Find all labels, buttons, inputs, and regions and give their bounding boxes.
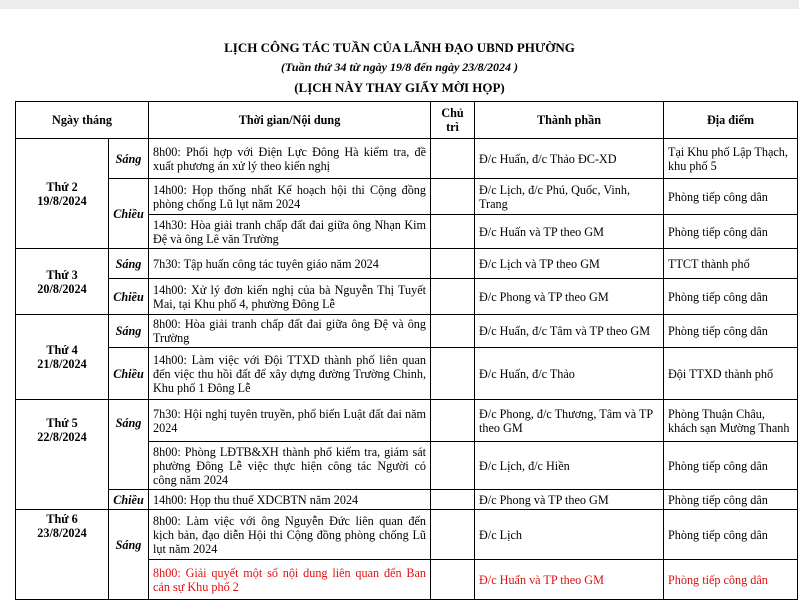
entry-content: 14h00: Xử lý đơn kiến nghị của bà Nguyễn Thị Tuyết Mai, tại Khu phố 4, phường Đông Lễ xyxy=(149,279,431,315)
entry-location: Phòng tiếp công dân xyxy=(664,215,798,249)
entry-content: 8h00: Phối hợp với Điện Lực Đông Hà kiểm tra, đề xuất phương án xử lý theo kiến nghị xyxy=(149,139,431,179)
entry-chair xyxy=(431,560,475,600)
table-row xyxy=(16,510,798,560)
day-date: 22/8/2024 xyxy=(37,430,87,444)
entry-location: Tại Khu phố Lập Thạch, khu phố 5 xyxy=(664,139,798,179)
session-label: Chiều xyxy=(109,490,149,510)
session-label: Sáng xyxy=(109,249,149,279)
session-label-text: Sáng xyxy=(115,416,142,430)
entry-members: Đ/c Huấn và TP theo GM xyxy=(475,215,664,249)
day-date: 20/8/2024 xyxy=(37,281,87,296)
entry-content: 14h00: Làm việc với Đội TTXD thành phố liên quan đến việc thu hồi đất để xây dựng đường Trường Chinh, Khu phố 1 Đông Lễ xyxy=(149,348,431,400)
entry-members: Đ/c Phong và TP theo GM xyxy=(475,490,664,510)
session-label: Chiều xyxy=(109,279,149,315)
table-row xyxy=(16,400,798,442)
entry-chair xyxy=(431,279,475,315)
table-row xyxy=(16,249,798,279)
entry-content: 7h30: Hội nghị tuyên truyền, phổ biến Luật đất đai năm 2024 xyxy=(149,400,431,442)
header-location: Địa điểm xyxy=(664,102,798,139)
entry-members: Đ/c Lịch xyxy=(475,510,664,560)
entry-members: Đ/c Huấn, đ/c Tâm và TP theo GM xyxy=(475,315,664,348)
entry-chair xyxy=(431,348,475,400)
entry-location-highlight: Phòng tiếp công dân xyxy=(664,560,798,600)
day-name: Thứ 5 xyxy=(46,416,78,430)
entry-members: Đ/c Lịch, đ/c Phú, Quốc, Vinh, Trang xyxy=(475,179,664,215)
top-toolbar-strip xyxy=(0,0,799,9)
entry-content: 8h00: Phòng LĐTB&XH thành phố kiểm tra, giám sát phường Đông Lễ việc thực hiện công tác Người có công năm 2024 xyxy=(149,442,431,490)
session-label xyxy=(109,510,149,600)
table-row xyxy=(16,139,798,179)
day-name: Thứ 4 xyxy=(46,343,78,357)
day-name: Thứ 6 xyxy=(46,512,78,526)
entry-location: Phòng Thuận Châu, khách sạn Mường Thanh xyxy=(664,400,798,442)
document-subtitle: (Tuần thứ 34 từ ngày 19/8 đến ngày 23/8/2024 ) xyxy=(281,60,518,74)
entry-chair xyxy=(431,510,475,560)
entry-members: Đ/c Huấn, đ/c Thảo ĐC-XD xyxy=(475,139,664,179)
day-date: 19/8/2024 xyxy=(37,193,87,208)
entry-location: TTCT thành phố xyxy=(664,249,798,279)
entry-chair xyxy=(431,315,475,348)
table-row xyxy=(16,490,798,510)
table-row xyxy=(16,348,798,400)
entry-members: Đ/c Huấn, đ/c Thảo xyxy=(475,348,664,400)
day-cell xyxy=(16,249,109,315)
table-row xyxy=(16,315,798,348)
entry-chair xyxy=(431,215,475,249)
entry-chair xyxy=(431,400,475,442)
entry-location: Đội TTXD thành phố xyxy=(664,348,798,400)
day-cell xyxy=(16,510,109,600)
entry-members: Đ/c Phong, đ/c Thương, Tâm và TP theo GM xyxy=(475,400,664,442)
document-title: LỊCH CÔNG TÁC TUẦN CỦA LÃNH ĐẠO UBND PHƯỜNG xyxy=(224,40,575,55)
session-label: Sáng xyxy=(109,139,149,179)
entry-content: 14h30: Hòa giải tranh chấp đất đai giữa ông Nhạn Kim Đệ và ông Lê văn Trường xyxy=(149,215,431,249)
header-members: Thành phần xyxy=(475,102,664,139)
entry-content: 7h30: Tập huấn công tác tuyên giáo năm 2024 xyxy=(149,249,431,279)
entry-content: 8h00: Làm việc với ông Nguyễn Đức liên quan đến kịch bản, đạo diễn Hội thi Cộng đồng phòng chống Lũ lụt năm 2024 xyxy=(149,510,431,560)
entry-content: 14h00: Họp thống nhất Kế hoạch hội thi Cộng đồng phòng chống Lũ lụt năm 2024 xyxy=(149,179,431,215)
entry-location: Phòng tiếp công dân xyxy=(664,442,798,490)
session-label: Chiều xyxy=(109,348,149,400)
header-content: Thời gian/Nội dung xyxy=(149,102,431,139)
entry-content: 14h00: Họp thu thuế XDCBTN năm 2024 xyxy=(149,490,431,510)
schedule-table xyxy=(15,101,798,600)
entry-location: Phòng tiếp công dân xyxy=(664,179,798,215)
entry-location: Phòng tiếp công dân xyxy=(664,490,798,510)
entry-members: Đ/c Lịch và TP theo GM xyxy=(475,249,664,279)
entry-chair xyxy=(431,249,475,279)
day-cell xyxy=(16,315,109,400)
entry-content: 8h00: Hòa giải tranh chấp đất đai giữa ông Đệ và ông Trường xyxy=(149,315,431,348)
table-header-row xyxy=(16,102,798,139)
header-chair: Chủ trì xyxy=(431,102,475,139)
entry-members: Đ/c Lịch, đ/c Hiền xyxy=(475,442,664,490)
day-cell xyxy=(16,139,109,249)
day-name: Thứ 3 xyxy=(46,267,78,282)
entry-location: Phòng tiếp công dân xyxy=(664,315,798,348)
table-row xyxy=(16,179,798,215)
session-label: Sáng xyxy=(109,315,149,348)
session-label: Chiều xyxy=(109,179,149,249)
entry-chair xyxy=(431,139,475,179)
table-row xyxy=(16,279,798,315)
header-date: Ngày tháng xyxy=(16,102,149,139)
entry-chair xyxy=(431,179,475,215)
entry-location: Phòng tiếp công dân xyxy=(664,510,798,560)
session-label-text: Sáng xyxy=(115,538,142,552)
document-note: (LỊCH NÀY THAY GIẤY MỜI HỌP) xyxy=(294,80,505,95)
entry-location: Phòng tiếp công dân xyxy=(664,279,798,315)
day-date: 23/8/2024 xyxy=(37,526,87,540)
entry-content-highlight: 8h00: Giải quyết một số nội dung liên quan đến Ban cán sự Khu phố 2 xyxy=(149,560,431,600)
entry-chair xyxy=(431,442,475,490)
session-label xyxy=(109,400,149,490)
entry-members-highlight: Đ/c Huấn và TP theo GM xyxy=(475,560,664,600)
entry-members: Đ/c Phong và TP theo GM xyxy=(475,279,664,315)
entry-chair xyxy=(431,490,475,510)
day-date: 21/8/2024 xyxy=(37,357,87,371)
day-name: Thứ 2 xyxy=(46,179,78,194)
day-cell xyxy=(16,400,109,510)
